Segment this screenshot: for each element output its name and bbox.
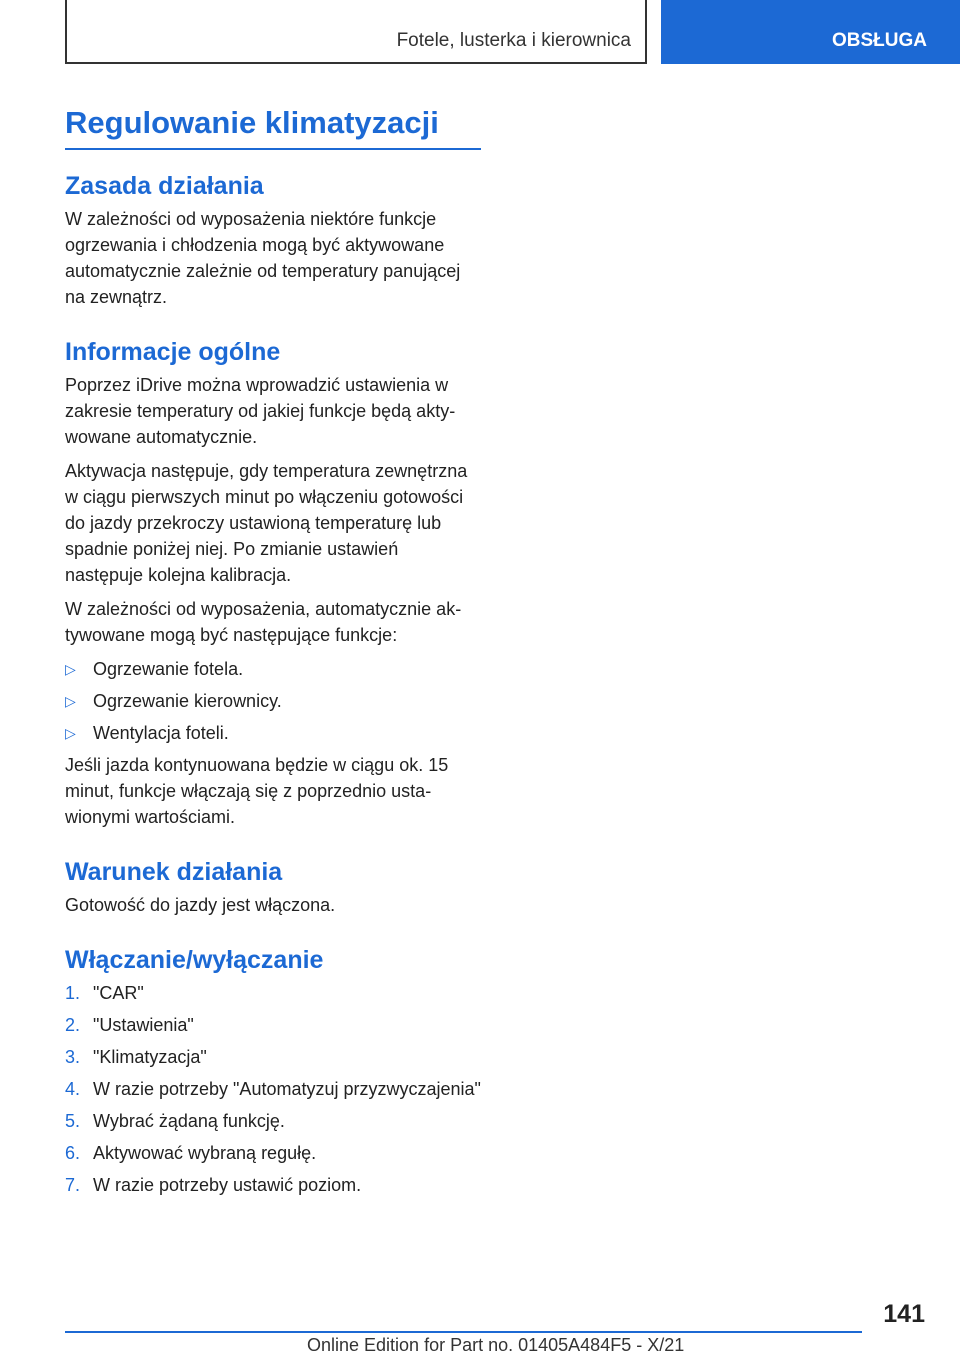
footer-edition-text: Online Edition for Part no. 01405A484F5 - X/21 [307, 1335, 685, 1355]
list-item [65, 688, 481, 714]
step-number: 2. [65, 1015, 81, 1035]
section-heading-general-info: Informacje ogólne [65, 338, 281, 366]
step-number: 1. [65, 983, 81, 1003]
step-item [65, 1076, 481, 1102]
header-section-box [65, 0, 647, 64]
step-item [65, 1172, 481, 1198]
step-item [65, 1108, 481, 1134]
title-divider [65, 148, 481, 150]
list-item-text: Ogrzewanie fotela. [93, 659, 244, 679]
step-text: "Ustawienia" [93, 1015, 194, 1035]
condition-paragraph: Gotowość do jazdy jest włączona. [65, 895, 336, 915]
step-text: "CAR" [93, 983, 144, 1003]
section-heading-condition: Warunek działania [65, 858, 283, 886]
step-text: Wybrać żądaną funkcję. [93, 1111, 285, 1131]
step-item [65, 980, 481, 1006]
principle-paragraph: W zależności od wyposażenia niektóre funkcje ogrzewania i chłodzenia mogą być aktywowane automatycznie zależnie od temperatury panującej na zewnątrz. [65, 209, 461, 307]
step-item [65, 1012, 481, 1038]
list-item [65, 720, 481, 746]
header-chapter-tab [661, 0, 960, 64]
step-number: 6. [65, 1143, 81, 1163]
step-item [65, 1044, 481, 1070]
step-item [65, 1140, 481, 1166]
general-info-paragraph-3: W zależności od wyposażenia, automatycznie aktywowane mogą być następujące funkcje: [65, 599, 462, 645]
step-text: "Klimatyzacja" [93, 1047, 207, 1067]
triangle-bullet-icon: ▷ [65, 693, 76, 709]
page-number: 141 [883, 1300, 925, 1328]
general-info-paragraph-2: Aktywacja następuje, gdy temperatura zewnętrzna w ciągu pierwszych minut po włączeniu gotowości do jazdy przekroczy ustawioną temperaturę lub spadnie poniżej niej. Po zmianie ustawień następuje kolejna kalibracja. [65, 461, 468, 585]
triangle-bullet-icon: ▷ [65, 661, 76, 677]
page-content [65, 104, 481, 1204]
step-number: 4. [65, 1079, 81, 1099]
list-item-text: Wentylacja foteli. [93, 723, 229, 743]
step-text: Aktywować wybraną regułę. [93, 1143, 317, 1163]
list-item [65, 656, 481, 682]
general-info-closing: Jeśli jazda kontynuowana będzie w ciągu ok. 15 minut, funkcje włączają się z poprzednio ustawionymi wartościami. [65, 755, 449, 827]
section-heading-on-off: Włączanie/wyłączanie [65, 946, 324, 974]
header-chapter-label: OBSŁUGA [832, 30, 927, 51]
step-number: 3. [65, 1047, 81, 1067]
step-text: W razie potrzeby "Automatyzuj przyzwyczajenia" [93, 1079, 481, 1099]
step-text: W razie potrzeby ustawić poziom. [93, 1175, 362, 1195]
general-info-paragraph-1: Poprzez iDrive można wprowadzić ustawienia w zakresie temperatury od jakiej funkcje będą aktywowane automatycznie. [65, 375, 456, 447]
page-title: Regulowanie klimatyzacji [65, 105, 439, 140]
step-number: 5. [65, 1111, 81, 1131]
footer-divider [65, 1331, 862, 1333]
list-item-text: Ogrzewanie kierownicy. [93, 691, 282, 711]
auto-functions-list [65, 656, 481, 746]
header-section-title: Fotele, lusterka i kierownica [396, 30, 631, 51]
section-heading-principle: Zasada działania [65, 172, 264, 200]
triangle-bullet-icon: ▷ [65, 725, 76, 741]
on-off-steps [65, 980, 481, 1198]
step-number: 7. [65, 1175, 81, 1195]
